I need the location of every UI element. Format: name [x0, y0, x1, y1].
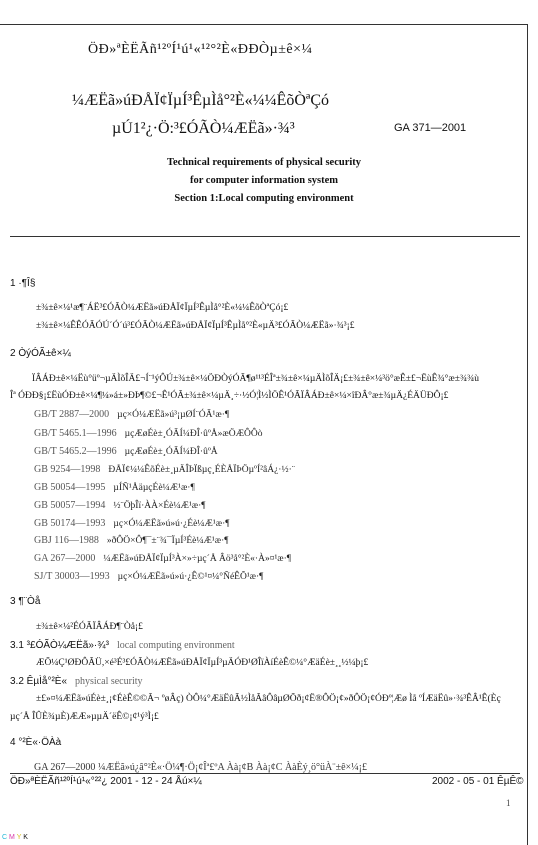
standard-issuer-line: ÖÐ»ªÈËÃñ¹²ºÍ¹ú¹«¹²°²È«ÐÐÒµ±ê×¼: [88, 42, 313, 57]
print-mark-black: K: [23, 834, 28, 841]
effective-date: 2002 - 05 - 01 ÊµÊ©: [432, 776, 524, 787]
reference-item: GB 50054—1995 µÍÑ¹ÅäµçÉè¼Æ¹æ·¶: [34, 482, 195, 493]
print-mark-yellow: Y: [16, 834, 22, 841]
section-2-heading: 2 ÒýÓÃ±ê×¼: [10, 348, 71, 359]
section-2-line-2: Îª ÓÐÐ§¡£ËùÓÐ±ê×¼¶¼»á±»ÐÞ¶©£¬Ê¹ÓÃ±¾±ê×¼µÄ¸÷·½Ó¦Ì½ÌÖÊ¹ÓÃÏÂÁÐ±ê×¼×îÐÂ°æ±¾µÄ¿ÉÄÜÐÔ¡£: [10, 391, 449, 401]
definition-3-2-heading: 3.2 ÊµÌå°²È« physical security: [10, 676, 143, 687]
definition-3-2-english: physical security: [75, 676, 143, 687]
reference-item: GB 50174—1993 µç×Ó¼ÆËã»ú»ú·¿Éè¼Æ¹æ·¶: [34, 518, 230, 529]
section-3-intro: ±¾±ê×¼²ÉÓÃÏÂÁÐ¶¨Òå¡£: [36, 622, 143, 632]
section-3-heading: 3 ¶¨Òå: [10, 596, 41, 607]
reference-item: GB 9254—1998 ÐÅÏ¢¼¼ÊõÉè±¸µÄÎÞÏßµç¸ÉÈÅÏÞÖµºÍ²âÁ¿·½·¨: [34, 464, 295, 475]
reference-item: GB 50057—1994 ½¨ÖþÎï·ÀÀ×Éè¼Æ¹æ·¶: [34, 500, 206, 511]
reference-item: GA 267—2000 ¼ÆËã»úÐÅÏ¢ÏµÍ³À×»÷µç´Å Âö³å°²È«·À»¤¹æ·¶: [34, 553, 292, 564]
reference-item: GB/T 5465.1—1996 µçÆøÉè±¸ÓÃÍ¼ÐÎ·ûºÅ»æÖÆÔÔò: [34, 428, 263, 439]
reference-item: GB/T 5465.2—1996 µçÆøÉè±¸ÓÃÍ¼ÐÎ·ûºÅ: [34, 446, 218, 457]
english-title-line-3: Section 1:Local computing environment: [174, 193, 354, 204]
definition-3-2-text-1: ±£»¤¼ÆËã»úÉè±¸¡¢ÉèÊ©©Ã¬ ºøÂç) ÒÔ¼°ÆäËûÃ½ÌåÃâÔâµØÕð¡¢Ë®ÔÖ¡¢»ðÔÖ¡¢ÓÐº¦Æø Ìå ºÍÆäËû»·¾³ÊÂ¹Ê(Èç: [36, 694, 501, 704]
print-mark-cyan: C: [2, 834, 8, 841]
issue-date: ÖÐ»ªÈËÃñ¹²ºÍ¹ú¹«°²²¿ 2001 - 12 - 24 Åú×¼: [10, 776, 202, 787]
standard-code: GA 371—2001: [394, 122, 467, 134]
definition-3-1-english: local computing environment: [116, 640, 235, 651]
reference-item: GB/T 2887—2000 µç×Ó¼ÆËã»ú³¡µØÍ¨ÓÃ¹æ·¶: [34, 409, 230, 420]
section-2-line-1: ÏÂÁÐ±ê×¼Ëù°üº¬µÄÌõÎÄ£¬Í¨¹ýÔÚ±¾±ê×¼ÖÐÒýÓÃ¶ø¹¹³ÉÎª±¾±ê×¼µÄÌõÎÄ¡£±¾±ê×¼³ö°æÊ±£¬ËùÊ¾°æ±¾¾ù: [32, 374, 479, 384]
reference-item: GBJ 116—1988 »ðÔÖ×Ô¶¯±¨¾¯ÏµÍ³Éè¼Æ¹æ·¶: [34, 535, 229, 546]
header-divider: [10, 236, 520, 237]
definition-3-1-text: ÆÕ¼Ç¹ØÐÔÃÜ,×é³É³£ÓÃÒ¼ÆËã»úÐÅÏ¢ÏµÍ³µÄÓÐ¹ØÎïÀíÉèÊ©¼°ÆäÉè±¸¸½¼þ¡£: [36, 658, 369, 668]
footer-divider: [10, 773, 520, 774]
section-1-line-1: ±¾±ê×¼¹æ¶¨ÁË³£ÓÃÒ¼ÆËã»úÐÅÏ¢ÏµÍ³ÊµÌå°²È«¼¼ÊõÒªÇó¡£: [36, 303, 289, 313]
definition-3-2-text-2: µç´Å ÎÛÈ¾µÈ)ÆÆ»µµÄ´ëÊ©¡¢¹ý³Ì¡£: [10, 712, 159, 722]
section-4-line: GA 267—2000 ¼ÆËã»ú¿â°²È«·Ö¼¶·Ö¡¢Îª£ºA Àà¡¢B Àà¡¢C ÀàÈý¸ö°üÀ¨±ê×¼¡£: [34, 762, 368, 773]
print-color-marks: [2, 834, 28, 841]
section-1-heading: 1 ·¶Î§: [10, 278, 36, 289]
document-title-line-1: ¼ÆËã»úÐÅÏ¢ÏµÍ³ÊµÌå°²È«¼¼ÊõÒªÇó: [72, 92, 330, 109]
section-4-heading: 4 °²È«·ÖÀà: [10, 737, 62, 748]
definition-3-1-heading: 3.1 ³£ÓÃÒ¼ÆËã»·¾³ local computing environment: [10, 640, 235, 651]
reference-item: SJ/T 30003—1993 µç×Ó¼ÆËã»ú»ú·¿Ê©¹¤¼°ÑéÊÕ¹æ·¶: [34, 571, 264, 582]
document-title-line-2: µÚ1²¿·Ö:³£ÓÃÒ¼ÆËã»·¾³: [112, 120, 295, 137]
section-1-line-2: ±¾±ê×¼ÊÊÓÃÓÚ´Ó´ú³£ÓÃÒ¼ÆËã»úÐÅÏ¢ÏµÍ³ÊµÌå°²È«µÄ³£ÓÃÒ¼ÆËã»·¾³¡£: [36, 321, 355, 331]
print-mark-magenta: M: [9, 834, 15, 841]
page-number: 1: [506, 798, 511, 808]
english-title-line-1: Technical requirements of physical security: [166, 157, 362, 168]
english-title-line-2: for computer information system: [189, 175, 339, 186]
